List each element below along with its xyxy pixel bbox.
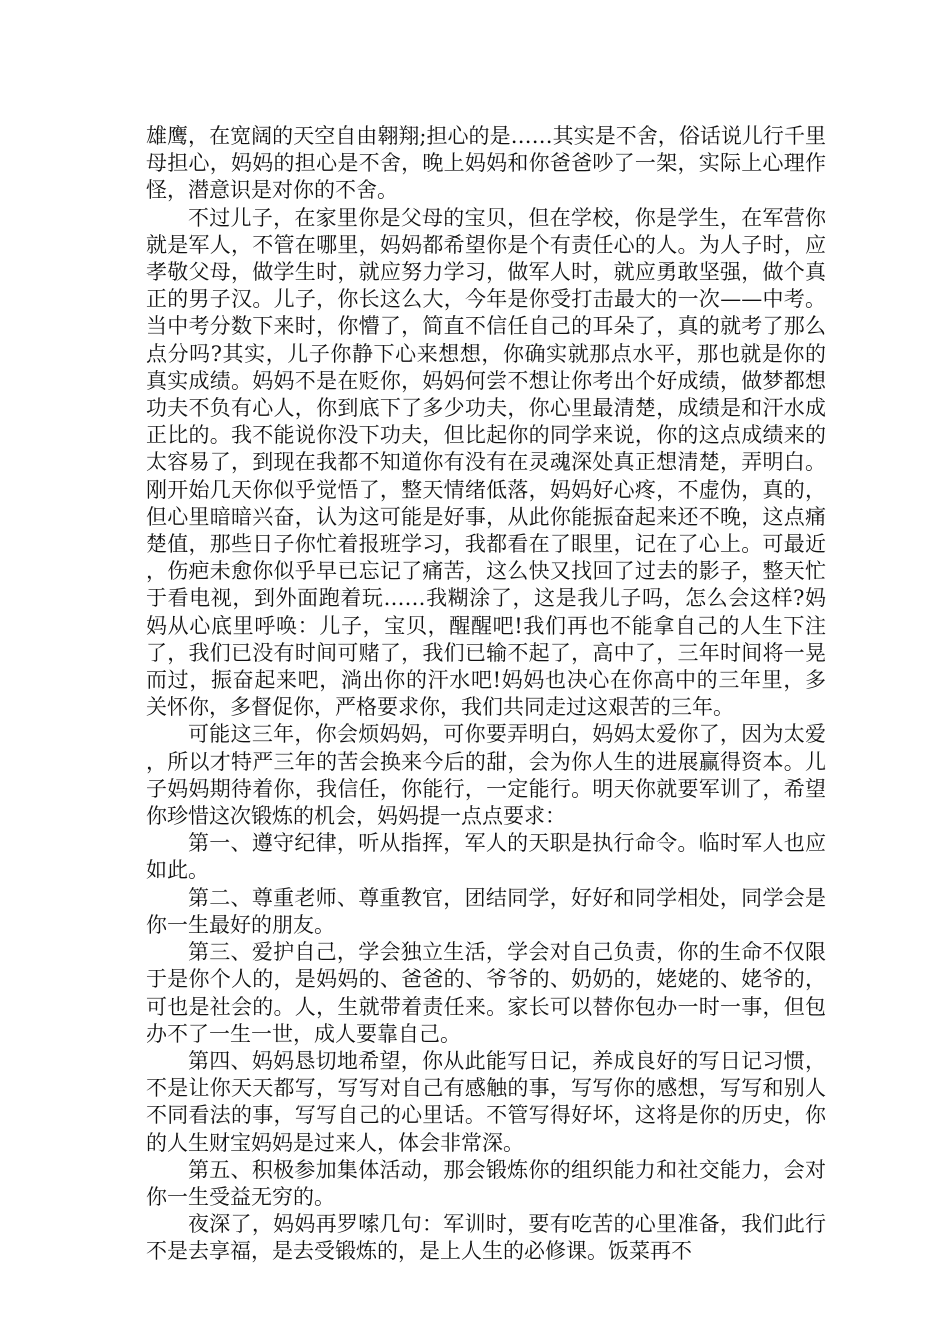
document-body (146, 123, 826, 1266)
paragraph-requirement-5: 第五、积极参加集体活动，那会锻炼你的组织能力和社交能力，会对你一生受益无穷的。 (146, 1157, 826, 1209)
paragraph-responsibility: 不过儿子，在家里你是父母的宝贝，但在学校，你是学生，在军营你就是军人，不管在哪里，妈妈都希望你是个有责任心的人。为人子时，应孝敬父母，做学生时，就应努力学习，做军人时，就应勇敢坚强，做个真正的男子汉。儿子，你长这么大，今年是你受打击最大的一次——中考。当中考分数下来时，你懵了，简直不信任自己的耳朵了，真的就考了那么点分吗?其实，儿子你静下心来想想，你确实就那点水平，那也就是你的真实成绩。妈妈不是在贬你，妈妈何尝不想让你考出个好成绩，做梦都想功夫不负有心人，你到底下了多少功夫，你心里最清楚，成绩是和汗水成正比的。我不能说你没下功夫，但比起你的同学来说，你的这点成绩来的太容易了，到现在我都不知道你有没有在灵魂深处真正想清楚，弄明白。刚开始几天你似乎觉悟了，整天情绪低落，妈妈好心疼，不虚伪，真的，但心里暗暗兴奋，认为这可能是好事，从此你能振奋起来还不晚，这点痛楚值，那些日子你忙着报班学习，我都看在了眼里，记在了心上。可最近，伤疤未愈你似乎早已忘记了痛苦，这么快又找回了过去的影子，整天忙于看电视，到外面跑着玩……我糊涂了，这是我儿子吗，怎么会这样?妈妈从心底里呼唤：儿子，宝贝，醒醒吧!我们再也不能拿自己的人生下注了，我们已没有时间可赌了，我们已输不起了，高中了，三年时间将一晃而过，振奋起来吧，淌出你的汗水吧!妈妈也决心在你高中的三年里，多关怀你，多督促你，严格要求你，我们共同走过这艰苦的三年。 (146, 205, 826, 720)
paragraph-requirement-1: 第一、遵守纪律，听从指挥，军人的天职是执行命令。临时军人也应如此。 (146, 831, 826, 883)
paragraph-requirement-2: 第二、尊重老师、尊重教官，团结同学，好好和同学相处，同学会是你一生最好的朋友。 (146, 885, 826, 937)
paragraph-closing: 夜深了，妈妈再罗嗦几句：军训时，要有吃苦的心里准备，我们此行不是去享福，是去受锻炼的，是上人生的必修课。饭菜再不 (146, 1212, 826, 1264)
paragraph-continuation: 雄鹰，在宽阔的天空自由翱翔;担心的是……其实是不舍，俗话说儿行千里母担心，妈妈的担心是不舍，晚上妈妈和你爸爸吵了一架，实际上心理作怪，潜意识是对你的不舍。 (146, 124, 826, 203)
paragraph-requirement-3: 第三、爱护自己，学会独立生活，学会对自己负责，你的生命不仅限于是你个人的，是妈妈的、爸爸的、爷爷的、奶奶的，姥姥的、姥爷的，可也是社会的。人，生就带着责任来。家长可以替你包办一时一事，但包办不了一生一世，成人要靠自己。 (146, 940, 826, 1046)
paragraph-three-years: 可能这三年，你会烦妈妈，可你要弄明白，妈妈太爱你了，因为太爱，所以才特严三年的苦会换来今后的甜，会为你人生的进展赢得资本。儿子妈妈期待着你，我信任，你能行，一定能行。明天你就要军训了，希望你珍惜这次锻炼的机会，妈妈提一点点要求： (146, 722, 826, 829)
paragraph-requirement-4: 第四、妈妈恳切地希望，你从此能写日记，养成良好的写日记习惯，不是让你天天都写，写写对自己有感触的事，写写你的感想，写写和别人不同看法的事，写写自己的心里话。不管写得好坏，这将是你的历史，你的人生财宝妈妈是过来人，体会非常深。 (146, 1048, 826, 1155)
